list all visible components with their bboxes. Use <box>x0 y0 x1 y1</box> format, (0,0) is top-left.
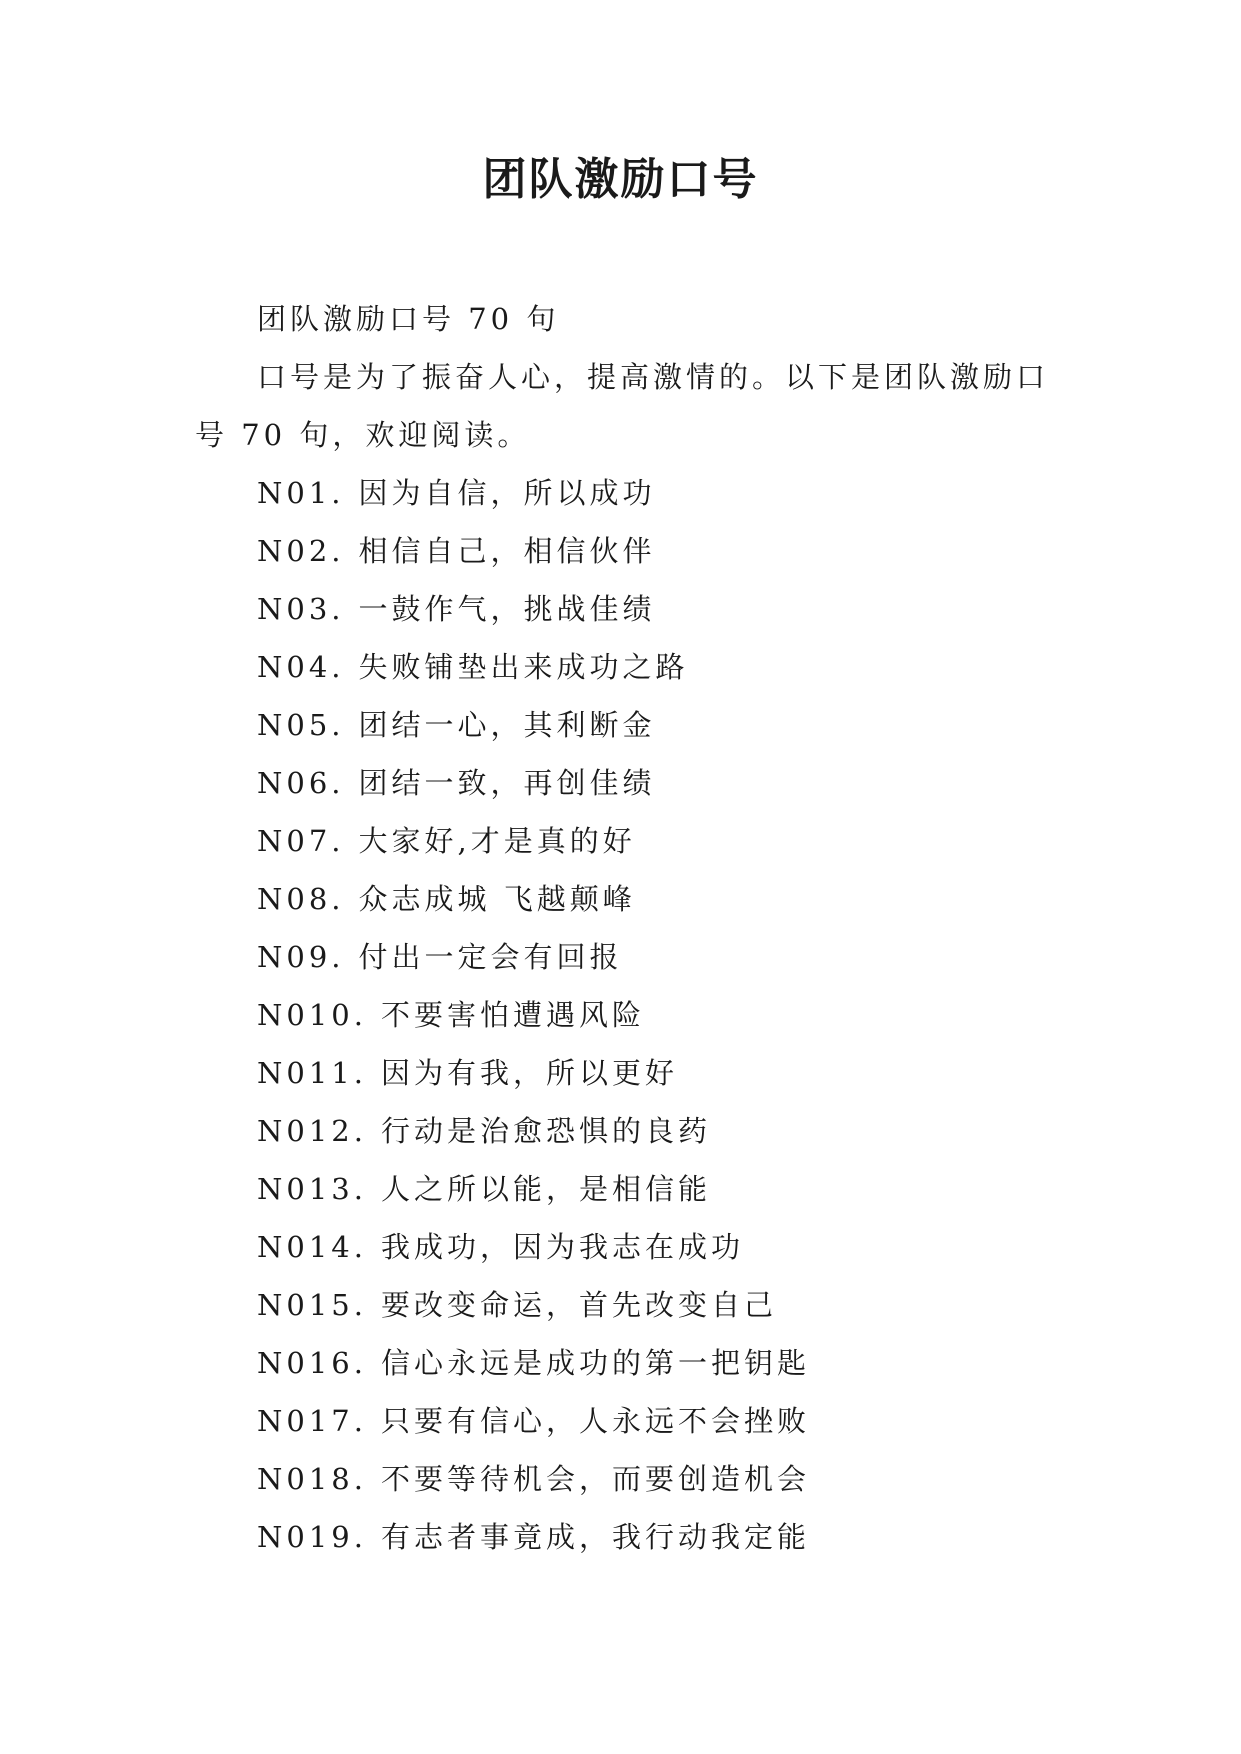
item-text: 相信自己，相信伙伴 <box>358 534 656 568</box>
list-item <box>195 1508 1055 1566</box>
page-title: 团队激励口号 <box>482 154 759 205</box>
list-item <box>195 1276 1055 1334</box>
item-number: N03. <box>257 592 345 626</box>
item-number: N09. <box>257 940 345 974</box>
item-number: N019. <box>257 1520 367 1554</box>
item-text: 只要有信心，人永远不会挫败 <box>380 1404 810 1438</box>
item-text: 大家好,才是真的好 <box>358 824 636 858</box>
item-number: N02. <box>257 534 345 568</box>
item-text: 团结一心，其利断金 <box>358 708 656 742</box>
item-text: 有志者事竟成，我行动我定能 <box>380 1520 810 1554</box>
item-text: 要改变命运，首先改变自己 <box>380 1288 777 1322</box>
item-text: 不要害怕遭遇风险 <box>380 998 645 1032</box>
list-item <box>195 696 1055 754</box>
item-text: 人之所以能，是相信能 <box>380 1172 711 1206</box>
item-text: 一鼓作气，挑战佳绩 <box>358 592 656 626</box>
list-item <box>195 1160 1055 1218</box>
list-item <box>195 638 1055 696</box>
slogan-list <box>195 464 1055 1566</box>
document-body <box>195 290 1055 1566</box>
item-text: 信心永远是成功的第一把钥匙 <box>380 1346 810 1380</box>
item-text: 众志成城 飞越颠峰 <box>358 882 636 916</box>
item-text: 行动是治愈恐惧的良药 <box>380 1114 711 1148</box>
item-number: N08. <box>257 882 345 916</box>
list-item <box>195 754 1055 812</box>
item-number: N017. <box>257 1404 367 1438</box>
list-item <box>195 986 1055 1044</box>
item-number: N014. <box>257 1230 367 1264</box>
item-number: N011. <box>257 1056 367 1090</box>
item-number: N05. <box>257 708 345 742</box>
list-item <box>195 1102 1055 1160</box>
item-number: N013. <box>257 1172 367 1206</box>
list-item <box>195 464 1055 522</box>
list-item <box>195 928 1055 986</box>
item-text: 付出一定会有回报 <box>358 940 623 974</box>
item-number: N018. <box>257 1462 367 1496</box>
item-number: N06. <box>257 766 345 800</box>
intro-paragraph: 口号是为了振奋人心，提高激情的。以下是团队激励口号 70 句，欢迎阅读。 <box>195 360 1050 452</box>
item-number: N015. <box>257 1288 367 1322</box>
item-text: 因为有我，所以更好 <box>380 1056 678 1090</box>
list-item <box>195 1218 1055 1276</box>
item-text: 团结一致，再创佳绩 <box>358 766 656 800</box>
list-item <box>195 870 1055 928</box>
list-item <box>195 1044 1055 1102</box>
item-text: 失败铺垫出来成功之路 <box>358 650 689 684</box>
item-number: N010. <box>257 998 367 1032</box>
item-number: N04. <box>257 650 345 684</box>
item-text: 我成功，因为我志在成功 <box>380 1230 744 1264</box>
item-number: N012. <box>257 1114 367 1148</box>
list-item <box>195 1450 1055 1508</box>
list-item <box>195 580 1055 638</box>
item-text: 不要等待机会，而要创造机会 <box>380 1462 810 1496</box>
subtitle-paragraph: 团队激励口号 70 句 <box>257 302 560 336</box>
item-number: N07. <box>257 824 345 858</box>
list-item <box>195 1334 1055 1392</box>
list-item <box>195 812 1055 870</box>
item-number: N01. <box>257 476 345 510</box>
item-text: 因为自信，所以成功 <box>358 476 656 510</box>
list-item <box>195 522 1055 580</box>
list-item <box>195 1392 1055 1450</box>
item-number: N016. <box>257 1346 367 1380</box>
